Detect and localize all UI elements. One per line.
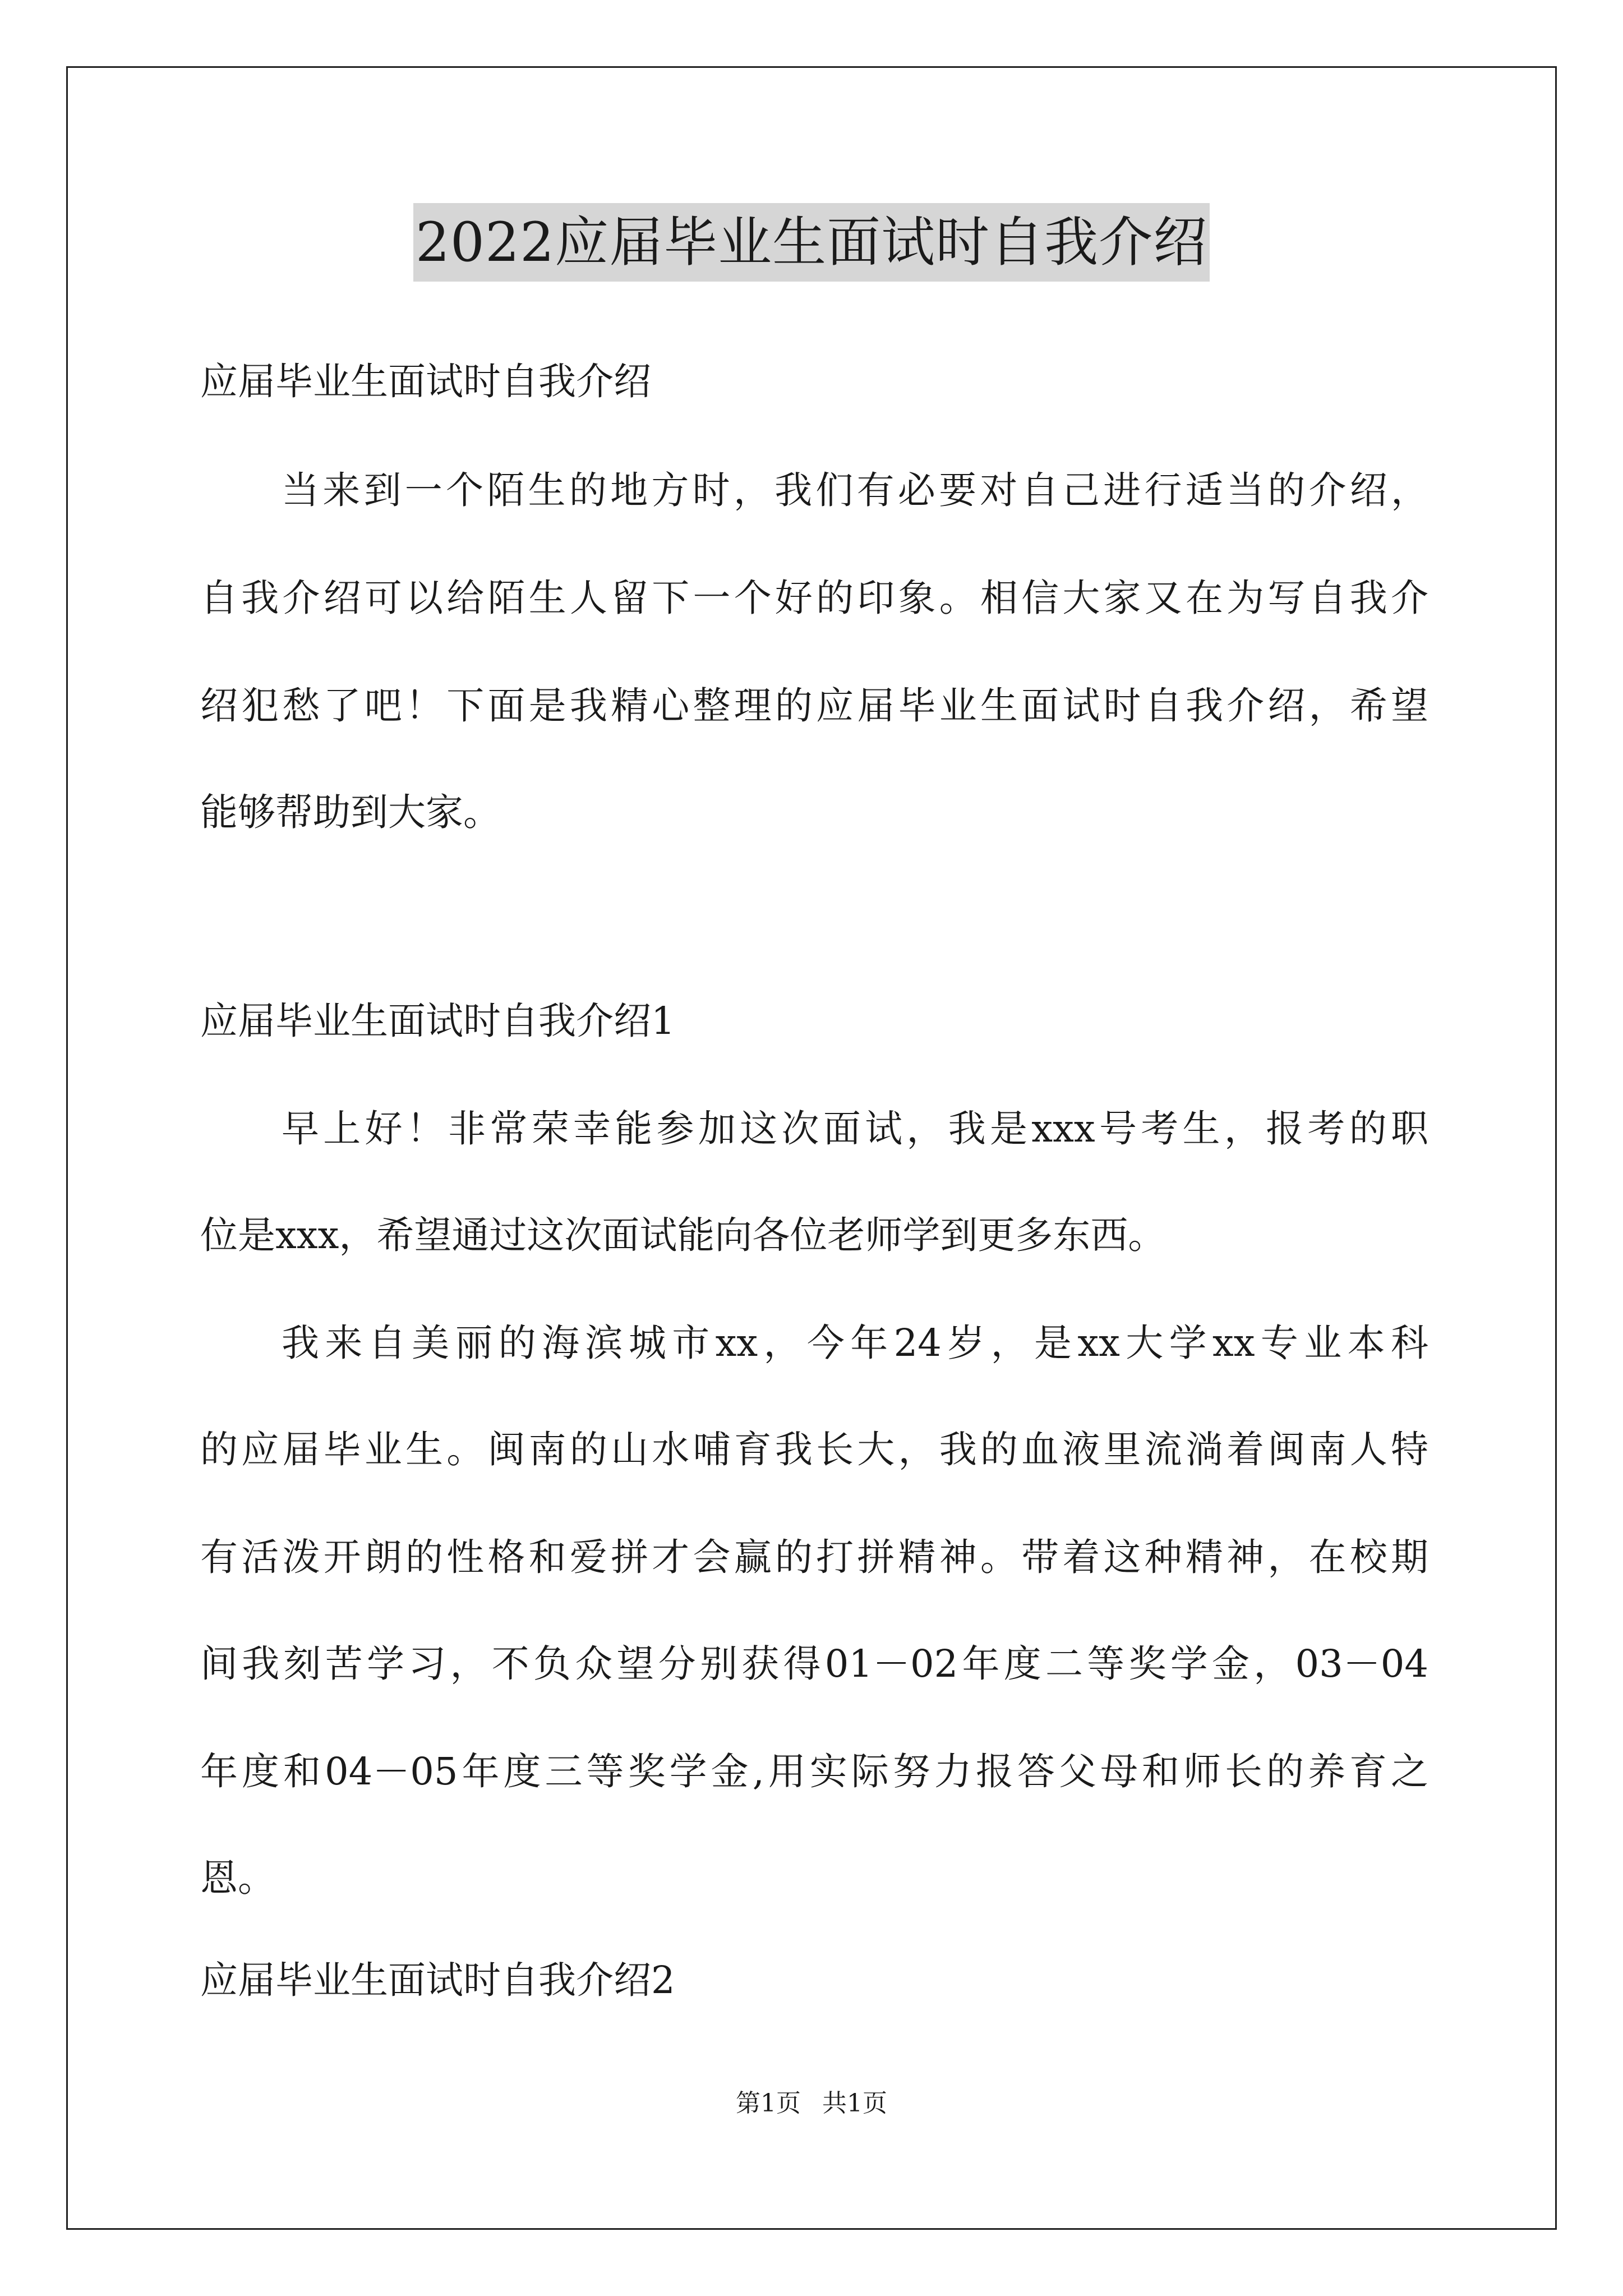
title-container bbox=[0, 203, 1623, 282]
paragraph-line: 我来自美丽的海滨城市xx，今年24岁，是xx大学xx专业本科 bbox=[282, 1321, 1428, 1365]
paragraph-line: 位是xxx，希望通过这次面试能向各位老师学到更多东西。 bbox=[200, 1213, 1166, 1257]
paragraph-line: 的应届毕业生。闽南的山水哺育我长大，我的血液里流淌着闽南人特 bbox=[200, 1428, 1428, 1471]
paragraph-line: 能够帮助到大家。 bbox=[200, 790, 501, 834]
page-total: 共1页 bbox=[822, 2089, 887, 2118]
paragraph-line: 恩。 bbox=[200, 1856, 275, 1900]
paragraph-line: 年度和04－05年度三等奖学金,用实际努力报答父母和师长的养育之 bbox=[200, 1750, 1428, 1793]
paragraph-line: 有活泼开朗的性格和爱拼才会赢的打拼精神。带着这种精神，在校期 bbox=[200, 1535, 1428, 1579]
paragraph-line: 自我介绍可以给陌生人留下一个好的印象。相信大家又在为写自我介 bbox=[200, 576, 1428, 620]
paragraph-line: 早上好！非常荣幸能参加这次面试，我是xxx号考生，报考的职 bbox=[282, 1107, 1428, 1151]
section-heading-1: 应届毕业生面试时自我介绍1 bbox=[200, 999, 675, 1043]
intro-heading: 应届毕业生面试时自我介绍 bbox=[200, 360, 651, 403]
paragraph-line: 绍犯愁了吧！下面是我精心整理的应届毕业生面试时自我介绍，希望 bbox=[200, 684, 1428, 728]
section-heading-2: 应届毕业生面试时自我介绍2 bbox=[200, 1958, 675, 2002]
document-title: 2022应届毕业生面试时自我介绍 bbox=[413, 203, 1210, 282]
paragraph-line: 当来到一个陌生的地方时，我们有必要对自己进行适当的介绍， bbox=[282, 468, 1428, 512]
page-number: 第1页 bbox=[736, 2089, 801, 2118]
paragraph-line: 间我刻苦学习，不负众望分别获得01－02年度二等奖学金，03－04 bbox=[200, 1642, 1428, 1686]
page-footer bbox=[0, 2087, 1623, 2120]
